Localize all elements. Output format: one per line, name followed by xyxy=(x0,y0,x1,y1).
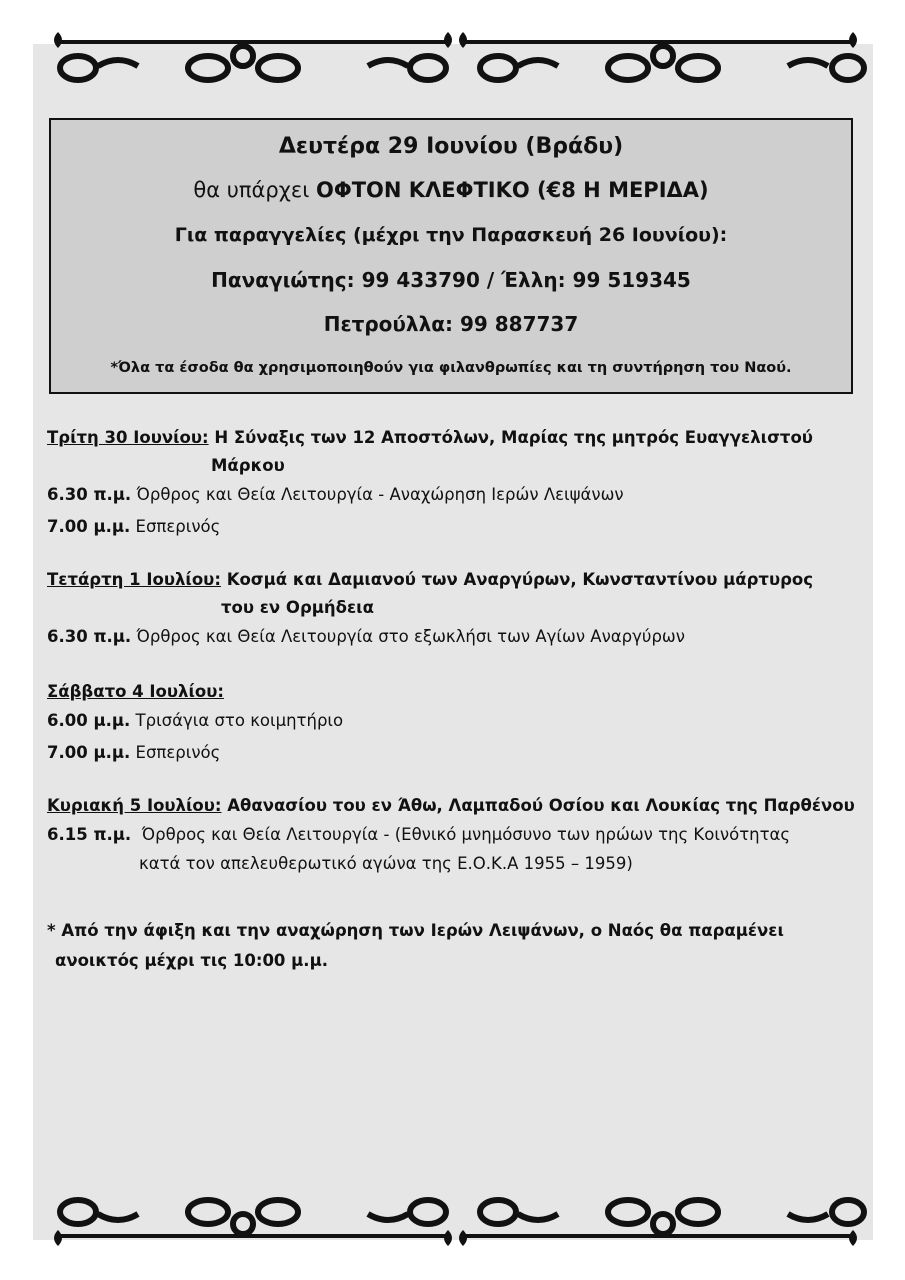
relics-opening-footnote xyxy=(47,916,784,976)
footnote-line1: * Από την άφιξη και την αναχώρηση των Ιερών Λειψάνων, ο Ναός θα παραμένει xyxy=(47,921,784,940)
event-desc: Όρθρος και Θεία Λειτουργία στο εξωκλήσι των Αγίων Αναργύρων xyxy=(136,627,685,646)
feast-title: Κοσμά και Δαμιανού των Αναργύρων, Κωνσταντίνου μάρτυρος xyxy=(226,570,814,589)
notice-footnote: *Όλα τα έσοδα θα χρησιμοποιηθούν για φιλανθρωπίες και τη συντήρηση του Ναού. xyxy=(110,360,792,376)
notice-offer-item: ΟΦΤΟΝ ΚΛΕΦΤΙΚΟ (€8 Η ΜΕΡΙΔΑ) xyxy=(315,178,709,202)
day-label: Τρίτη 30 Ιουνίου: xyxy=(47,428,209,447)
ornamental-border-top xyxy=(38,26,868,88)
day-label: Σάββατο 4 Ιουλίου: xyxy=(47,682,224,701)
event-desc: Όρθρος και Θεία Λειτουργία - (Εθνικό μνημόσυνο των ηρώων της Κοινότητας xyxy=(141,825,791,844)
event-desc: Εσπερινός xyxy=(135,743,221,762)
notice-date: Δευτέρα 29 Ιουνίου (Βράδυ) xyxy=(278,134,624,159)
event-desc-cont: κατά τον απελευθερωτικό αγώνα της Ε.Ο.Κ.Α 1955 – 1959) xyxy=(139,854,633,873)
feast-title: Αθανασίου του εν Άθω, Λαμπαδού Οσίου και Λουκίας της Παρθένου xyxy=(227,796,855,815)
lamb-kleftiko-notice xyxy=(49,118,853,394)
event-desc: Τρισάγια στο κοιμητήριο xyxy=(135,711,344,730)
feast-title-cont: Μάρκου xyxy=(211,456,285,475)
event-time: 6.30 π.μ. xyxy=(47,485,132,504)
notice-offer-prefix: θα υπάρχει xyxy=(193,178,310,202)
day-label: Κυριακή 5 Ιουλίου: xyxy=(47,796,222,815)
ornamental-border-bottom xyxy=(38,1190,868,1252)
notice-contacts: Παναγιώτης: 99 433790 / Έλλη: 99 519345 xyxy=(211,268,691,292)
event-time: 6.30 π.μ. xyxy=(47,627,132,646)
notice-offer xyxy=(51,178,851,202)
event-time: 7.00 μ.μ. xyxy=(47,517,131,536)
event-time: 7.00 μ.μ. xyxy=(47,743,131,762)
event-desc: Όρθρος και Θεία Λειτουργία - Αναχώρηση Ιερών Λειψάνων xyxy=(136,485,624,504)
event-time: 6.15 π.μ. xyxy=(47,825,132,844)
feast-title: Η Σύναξις των 12 Αποστόλων, Μαρίας της μητρός Ευαγγελιστού xyxy=(214,428,813,447)
footnote-line2: ανοικτός μέχρι τις 10:00 μ.μ. xyxy=(55,951,328,970)
notice-contact-petroulla: Πετρούλλα: 99 887737 xyxy=(323,312,579,336)
event-desc: Εσπερινός xyxy=(135,517,221,536)
event-time: 6.00 μ.μ. xyxy=(47,711,131,730)
day-label: Τετάρτη 1 Ιουλίου: xyxy=(47,570,221,589)
notice-orders: Για παραγγελίες (μέχρι την Παρασκευή 26 Ιουνίου): xyxy=(174,224,728,246)
feast-title-cont: του εν Ορμήδεια xyxy=(221,598,374,617)
